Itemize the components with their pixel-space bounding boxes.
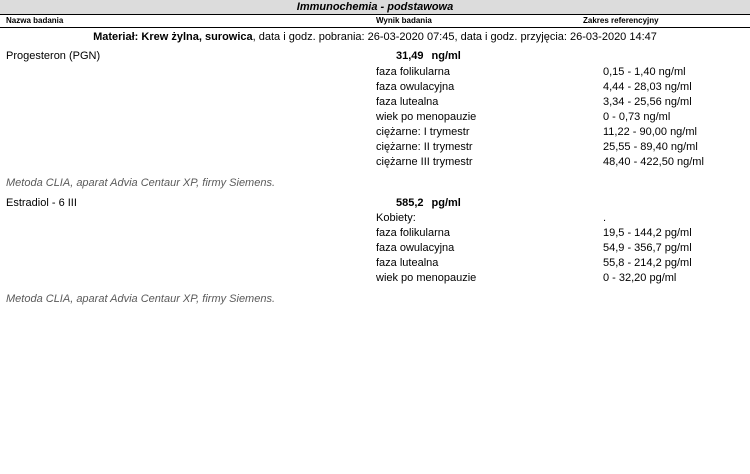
reference-row — [0, 140, 750, 155]
reference-range: 55,8 - 214,2 pg/ml — [603, 257, 692, 269]
result-unit: ng/ml — [431, 50, 461, 62]
reference-range: 54,9 - 356,7 pg/ml — [603, 242, 692, 254]
reference-label: wiek po menopauzie — [376, 272, 477, 284]
reference-label: wiek po menopauzie — [376, 111, 477, 123]
method-note: Metoda CLIA, aparat Advia Centaur XP, firmy Siemens. — [6, 293, 276, 305]
column-header-result: Wynik badania — [376, 16, 432, 25]
result-value: 31,49 — [396, 50, 424, 62]
material-details: , data i godz. pobrania: 26-03-2020 07:45, data i godz. przyjęcia: 26-03-2020 14:47 — [252, 31, 657, 43]
test-name: Progesteron (PGN) — [6, 50, 101, 62]
result-unit: pg/ml — [431, 197, 461, 209]
reference-range: 0 - 0,73 ng/ml — [603, 111, 671, 123]
reference-range: 4,44 - 28,03 ng/ml — [603, 81, 692, 93]
test-result — [396, 196, 461, 211]
reference-label: faza folikularna — [376, 227, 450, 239]
material-info — [0, 30, 750, 45]
material-label: Materiał: Krew żylna, surowica — [93, 31, 253, 43]
reference-label: faza lutealna — [376, 96, 439, 108]
reference-row — [0, 211, 750, 226]
reference-row — [0, 65, 750, 80]
reference-range: 0 - 32,20 pg/ml — [603, 272, 677, 284]
reference-label: faza owulacyjna — [376, 242, 455, 254]
reference-label: faza owulacyjna — [376, 81, 455, 93]
reference-range: 11,22 - 90,00 ng/ml — [603, 126, 697, 138]
column-header-reference: Zakres referencyjny — [583, 16, 659, 25]
reference-label: ciężarne III trymestr — [376, 156, 473, 168]
reference-row — [0, 80, 750, 95]
column-headers — [0, 15, 750, 28]
reference-range: 0,15 - 1,40 ng/ml — [603, 66, 686, 78]
reference-range: 19,5 - 144,2 pg/ml — [603, 227, 692, 239]
section-title: Immunochemia - podstawowa — [0, 0, 750, 15]
reference-range: 48,40 - 422,50 ng/ml — [603, 156, 704, 168]
reference-row — [0, 271, 750, 286]
result-value: 585,2 — [396, 197, 424, 209]
reference-row — [0, 256, 750, 271]
reference-row — [0, 226, 750, 241]
test-result — [396, 49, 461, 64]
test-name: Estradiol - 6 III — [6, 197, 77, 209]
reference-label: ciężarne: I trymestr — [376, 126, 470, 138]
reference-row — [0, 95, 750, 110]
reference-label: faza folikularna — [376, 66, 450, 78]
reference-range: . — [603, 212, 607, 224]
reference-range: 3,34 - 25,56 ng/ml — [603, 96, 692, 108]
reference-label: faza lutealna — [376, 257, 439, 269]
reference-row — [0, 241, 750, 256]
reference-range: 25,55 - 89,40 ng/ml — [603, 141, 698, 153]
method-note: Metoda CLIA, aparat Advia Centaur XP, firmy Siemens. — [6, 177, 276, 189]
reference-row — [0, 155, 750, 170]
reference-row — [0, 110, 750, 125]
column-header-name: Nazwa badania — [6, 16, 64, 25]
reference-label: Kobiety: — [376, 212, 416, 224]
reference-label: ciężarne: II trymestr — [376, 141, 473, 153]
reference-row — [0, 125, 750, 140]
